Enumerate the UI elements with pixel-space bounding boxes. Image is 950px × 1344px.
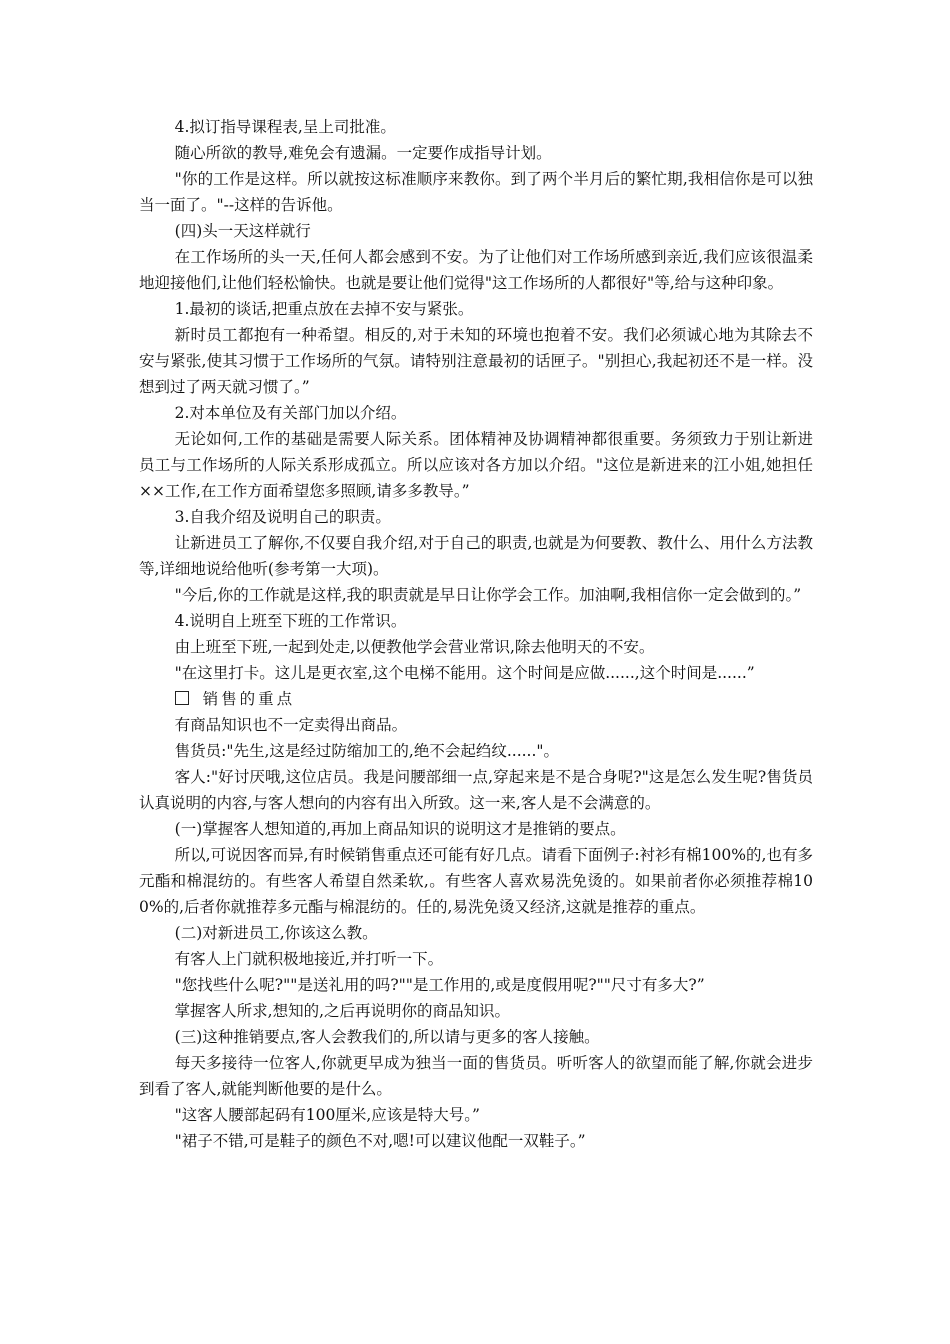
paragraph: 3.自我介绍及说明自己的职责。 [174, 508, 391, 526]
paragraph: (三)这种推销要点,客人会教我们的,所以请与更多的客人接触。 [174, 1028, 600, 1046]
section-heading [139, 686, 813, 712]
paragraph: 售货员:"先生,这是经过防缩加工的,绝不会起绉纹......"。 [174, 742, 560, 760]
paragraph: 每天多接待一位客人,你就更早成为独当一面的售货员。听听客人的欲望而能了解,你就会进步到看了客人,就能判断他要的是什么。 [139, 1054, 813, 1098]
paragraph: 有商品知识也不一定卖得出商品。 [174, 716, 408, 734]
paragraph: 4.拟订指导课程表,呈上司批准。 [174, 118, 396, 136]
paragraph: 客人:"好讨厌哦,这位店员。我是问腰部细一点,穿起来是不是合身呢?"这是怎么发生呢?售货员认真说明的内容,与客人想向的内容有出入所致。这一来,客人是不会满意的。 [139, 768, 813, 812]
paragraph: "您找些什么呢?""是送礼用的吗?""是工作用的,或是度假用呢?""尺寸有多大?” [174, 976, 705, 994]
paragraph: 让新进员工了解你,不仅要自我介绍,对于自己的职责,也就是为何要教、教什么、用什么方法教等,详细地说给他听(参考第一大项)。 [139, 534, 813, 578]
paragraph: (二)对新进员工,你该这么教。 [174, 924, 378, 942]
paragraph: 掌握客人所求,想知的,之后再说明你的商品知识。 [174, 1002, 510, 1020]
paragraph: 在工作场所的头一天,任何人都会感到不安。为了让他们对工作场所感到亲近,我们应该很温柔地迎接他们,让他们轻松愉快。也就是要让他们觉得"这工作场所的人都很好"等,给与这种印象。 [139, 248, 813, 292]
paragraph: 由上班至下班,一起到处走,以便教他学会营业常识,除去他明天的不安。 [174, 638, 655, 656]
paragraph: 无论如何,工作的基础是需要人际关系。团体精神及协调精神都很重要。务须致力于别让新进员工与工作场所的人际关系形成孤立。所以应该对各方加以介绍。"这位是新进来的江小姐,她担任××工作,在工作方面希望您多照顾,请多多教导。” [139, 430, 813, 500]
document-body [139, 114, 813, 1154]
paragraph: "今后,你的工作就是这样,我的职责就是早日让你学会工作。加油啊,我相信你一定会做到的。” [174, 586, 802, 604]
subheading: (四)头一天这样就行 [174, 222, 311, 240]
paragraph: 所以,可说因客而异,有时候销售重点还可能有好几点。请看下面例子:衬衫有棉100%的,也有多元酯和棉混纺的。有些客人希望自然柔软,。有些客人喜欢易洗免烫的。如果前者你必须推荐棉100%的,后者你就推荐多元酯与棉混纺的。任的,易洗免烫又经济,这就是推荐的重点。 [139, 846, 813, 916]
paragraph: "裙子不错,可是鞋子的颜色不对,嗯!可以建议他配一双鞋子。” [174, 1132, 586, 1150]
paragraph: 1.最初的谈话,把重点放在去掉不安与紧张。 [174, 300, 474, 318]
paragraph: (一)掌握客人想知道的,再加上商品知识的说明这才是推销的要点。 [174, 820, 626, 838]
paragraph: 4.说明自上班至下班的工作常识。 [174, 612, 407, 630]
section-heading-text: 销售的重点 [202, 690, 296, 708]
paragraph: 2.对本单位及有关部门加以介绍。 [174, 404, 407, 422]
paragraph: 新时员工都抱有一种希望。相反的,对于未知的环境也抱着不安。我们必须诚心地为其除去不安与紧张,使其习惯于工作场所的气氛。请特别注意最初的话匣子。"别担心,我起初还不是一样。没想到过了两天就习惯了。” [139, 326, 813, 396]
checkbox-square-icon [175, 691, 189, 705]
paragraph: "你的工作是这样。所以就按这标准顺序来教你。到了两个半月后的繁忙期,我相信你是可以独当一面了。"--这样的告诉他。 [139, 170, 813, 214]
paragraph: 有客人上门就积极地接近,并打听一下。 [174, 950, 444, 968]
paragraph: "这客人腰部起码有100厘米,应该是特大号。” [174, 1106, 480, 1124]
paragraph: "在这里打卡。这儿是更衣室,这个电梯不能用。这个时间是应做......,这个时间是......” [174, 664, 755, 682]
paragraph: 随心所欲的教导,难免会有遗漏。一定要作成指导计划。 [174, 144, 552, 162]
